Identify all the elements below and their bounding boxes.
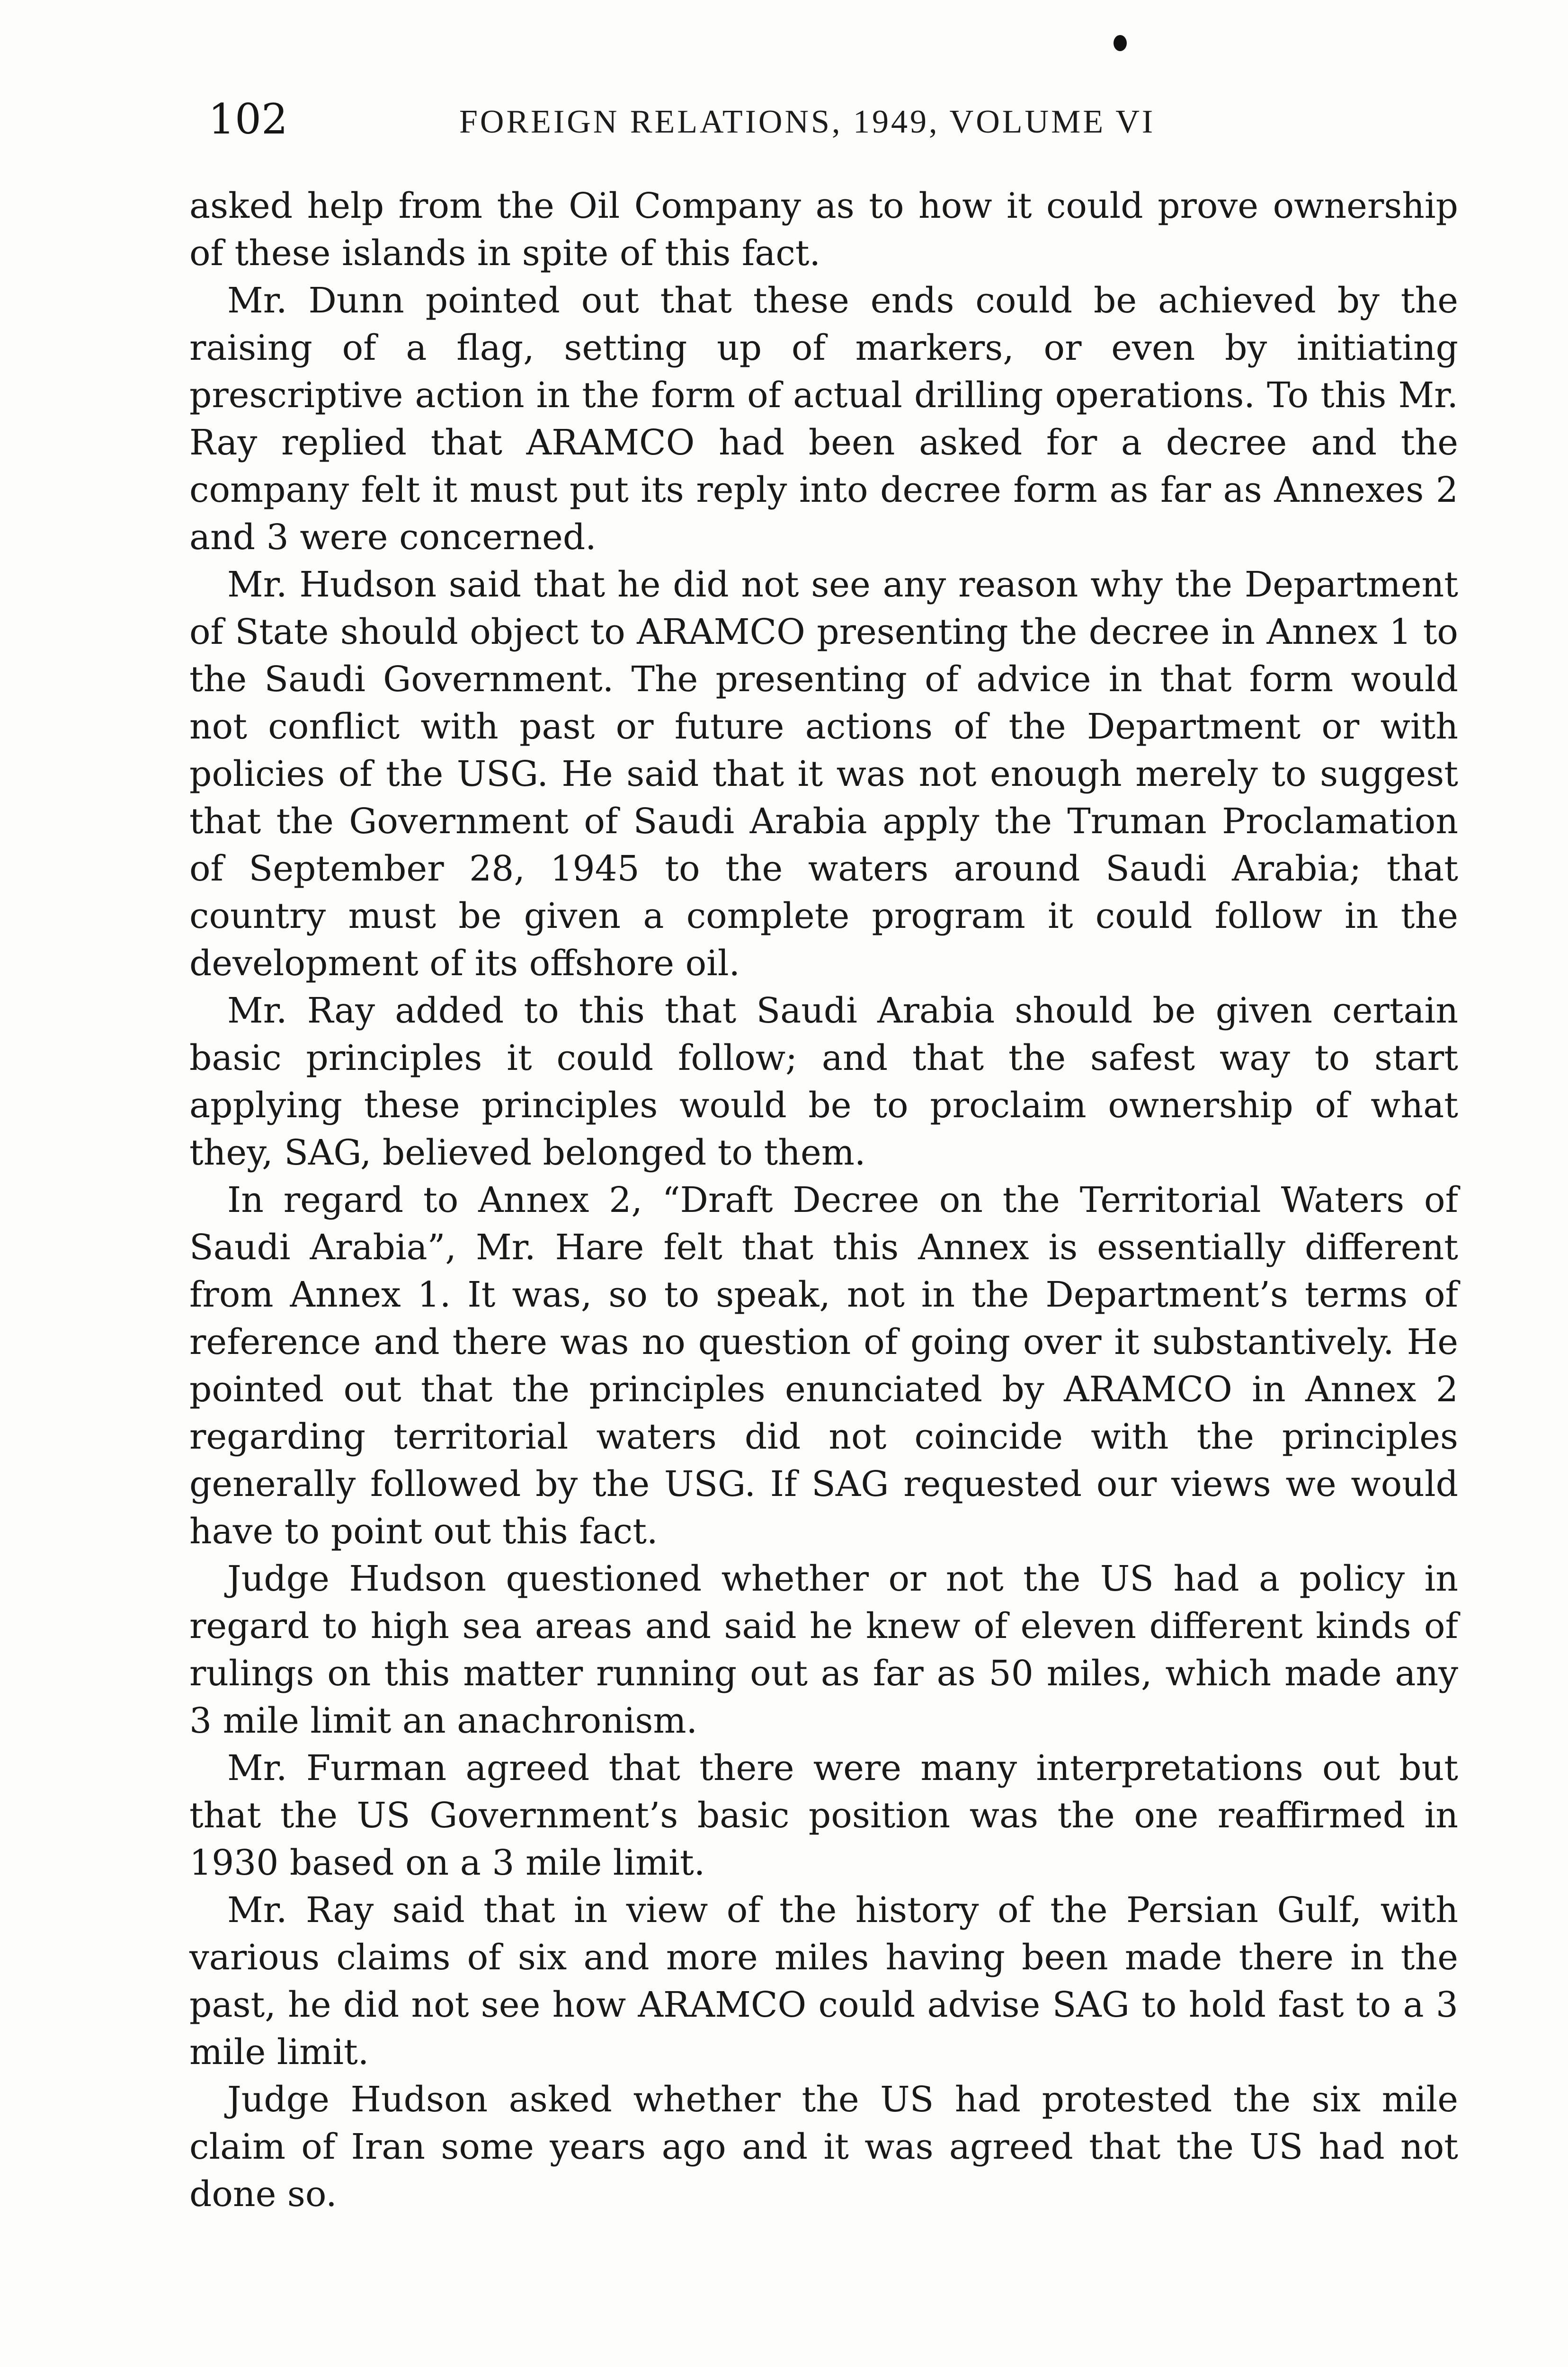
paragraph: Judge Hudson asked whether the US had protested the six mile claim of Iran some years ago and it was agreed that the US had not done so. (189, 2079, 1458, 2215)
ink-blot-mark (1114, 35, 1127, 51)
paragraph: Mr. Hudson said that he did not see any reason why the Department of State should object to ARAMCO presenting the decree in Annex 1 to the Saudi Government. The presenting of advice in that form would not conflict with past or future actions of the Department or with policies of the USG. He said that it was not enough merely to suggest that the Government of Saudi Arabia apply the Truman Proclamation of September 28, 1945 to the waters around Saudi Arabia; that country must be given a complete program it could follow in the development of its offshore oil. (189, 564, 1458, 984)
paragraph-continued: asked help from the Oil Company as to how it could prove ownership of these islands in spite of this fact. (189, 186, 1458, 274)
running-title: FOREIGN RELATIONS, 1949, VOLUME VI (459, 104, 1156, 140)
running-header (208, 95, 1226, 151)
paragraph: Judge Hudson questioned whether or not the US had a policy in regard to high sea areas and said he knew of eleven different kinds of rulings on this matter running out as far as 50 miles, which made any 3 mile limit an anachronism. (189, 1558, 1458, 1741)
body-text (189, 182, 1458, 2218)
paragraph: Mr. Dunn pointed out that these ends could be achieved by the raising of a flag, setting up of markers, or even by initiating prescriptive action in the form of actual drilling operations. To this Mr. Ray replied that ARAMCO had been asked for a decree and the company felt it must put its reply into decree form as far as Annexes 2 and 3 were concerned. (189, 280, 1458, 558)
paragraph: Mr. Ray added to this that Saudi Arabia should be given certain basic principles it could follow; and that the safest way to start applying these principles would be to proclaim ownership of what they, SAG, believed belonged to them. (189, 990, 1458, 1173)
paragraph: Mr. Furman agreed that there were many interpretations out but that the US Government’s basic position was the one reaffirmed in 1930 based on a 3 mile limit. (189, 1748, 1458, 1883)
page-number: 102 (208, 95, 288, 143)
paragraph: In regard to Annex 2, “Draft Decree on the Territorial Waters of Saudi Arabia”, Mr. Hare felt that this Annex is essentially different from Annex 1. It was, so to speak, not in the Department’s terms of reference and there was no question of going over it substantively. He pointed out that the principles enunciated by ARAMCO in Annex 2 regarding territorial waters did not coincide with the principles generally followed by the USG. If SAG requested our views we would have to point out this fact. (189, 1180, 1458, 1552)
paragraph: Mr. Ray said that in view of the history of the Persian Gulf, with various claims of six and more miles having been made there in the past, he did not see how ARAMCO could advise SAG to hold fast to a 3 mile limit. (189, 1890, 1458, 2073)
